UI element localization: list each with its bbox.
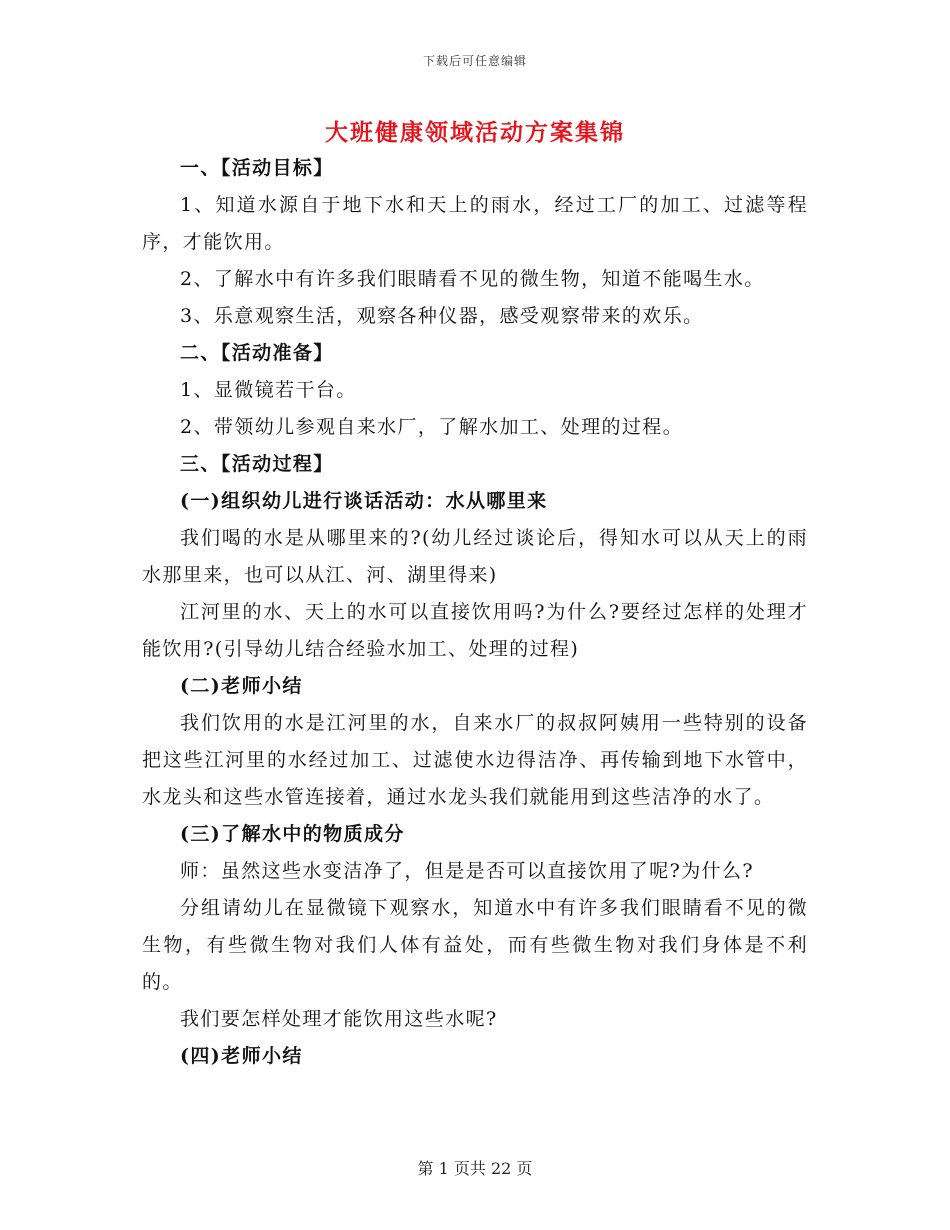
section-heading: 二、【活动准备】 (180, 342, 334, 364)
body-paragraph: 我们喝的水是从哪里来的?(幼儿经过谈论后，得知水可以从天上的雨水那里来，也可以从江、河、湖里得来) (142, 527, 808, 586)
body-paragraph: 江河里的水、天上的水可以直接饮用吗?为什么?要经过怎样的处理才能饮用?(引导幼儿结合经验水加工、处理的过程) (142, 601, 808, 660)
section-heading: (一)组织幼儿进行谈话活动：水从哪里来 (180, 490, 548, 512)
section-heading: 三、【活动过程】 (180, 453, 334, 475)
body-paragraph: 师：虽然这些水变洁净了，但是是否可以直接饮用了呢?为什么? (180, 860, 754, 882)
body-paragraph: 2、带领幼儿参观自来水厂，了解水加工、处理的过程。 (180, 416, 684, 438)
section-heading: (三)了解水中的物质成分 (180, 823, 405, 845)
document-body (142, 150, 808, 1075)
body-paragraph: 3、乐意观察生活，观察各种仪器，感受观察带来的欢乐。 (180, 305, 704, 327)
page-number-footer: 第 1 页共 22 页 (417, 1159, 533, 1178)
body-paragraph: 1、知道水源自于地下水和天上的雨水，经过工厂的加工、过滤等程序，才能饮用。 (142, 194, 808, 253)
body-paragraph: 我们要怎样处理才能饮用这些水呢? (180, 1008, 498, 1030)
body-paragraph: 2、了解水中有许多我们眼睛看不见的微生物，知道不能喝生水。 (180, 268, 765, 290)
body-paragraph: 1、显微镜若干台。 (180, 379, 357, 401)
section-heading: (二)老师小结 (180, 675, 303, 697)
body-paragraph: 我们饮用的水是江河里的水，自来水厂的叔叔阿姨用一些特别的设备把这些江河里的水经过加工、过滤使水边得洁净、再传输到地下水管中，水龙头和这些水管连接着，通过水龙头我们就能用到这些洁净的水了。 (142, 712, 808, 808)
document-title: 大班健康领域活动方案集锦 (325, 119, 625, 146)
page-header-note: 下载后可任意编辑 (422, 54, 527, 68)
body-paragraph: 分组请幼儿在显微镜下观察水，知道水中有许多我们眼睛看不见的微生物，有些微生物对我们人体有益处，而有些微生物对我们身体是不利的。 (142, 897, 808, 993)
section-heading: 一、【活动目标】 (180, 157, 334, 179)
section-heading: (四)老师小结 (180, 1045, 303, 1067)
